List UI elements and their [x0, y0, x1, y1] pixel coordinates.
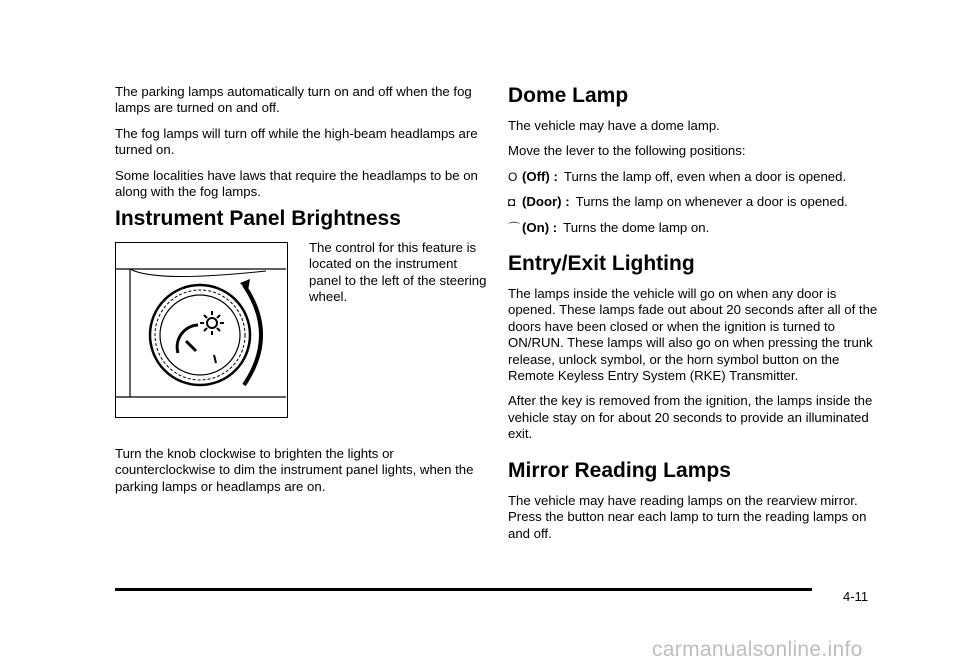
- dome-lamp-icon: ⌒: [508, 220, 521, 235]
- fog-lamps-paragraph: The fog lamps will turn off while the high-beam headlamps are turned on.: [115, 125, 478, 158]
- position-off-label: (Off) :: [522, 168, 558, 184]
- brightness-knob-illustration: [116, 243, 286, 416]
- footer-rule: [115, 588, 812, 591]
- circle-off-icon: O: [508, 169, 518, 184]
- instrument-panel-brightness-heading: Instrument Panel Brightness: [115, 207, 401, 230]
- position-door-label: (Door) :: [522, 194, 570, 210]
- position-on-text: Turns the dome lamp on.: [563, 219, 710, 235]
- left-column: [115, 84, 485, 209]
- page-number: 4-11: [843, 589, 869, 604]
- dome-lamp-paragraph: The vehicle may have a dome lamp.: [508, 118, 720, 133]
- mirror-reading-lamps-heading: Mirror Reading Lamps: [508, 458, 731, 482]
- position-off: [508, 169, 883, 185]
- entry-exit-paragraph-2: After the key is removed from the ignition, the lamps inside the vehicle stay on for about 20 seconds to provide an illuminated exit.: [508, 393, 873, 442]
- lever-positions-paragraph: Move the lever to the following positions:: [508, 143, 746, 159]
- position-off-text: Turns the lamp off, even when a door is opened.: [563, 168, 847, 184]
- entry-exit-paragraph-1: The lamps inside the vehicle will go on when any door is opened. These lamps fade out about 20 seconds after all of the doors have been closed or when the ignition is turned to ON/RUN. These lamps will also go on when pressing the trunk release, unlock symbol, or the horn symbol button on the Remote Keyless Entry System (RKE) Transmitter.: [508, 286, 878, 384]
- entry-exit-lighting-heading: Entry/Exit Lighting: [508, 252, 695, 276]
- right-column: [508, 84, 883, 551]
- brightness-knob-figure: [115, 242, 288, 418]
- localities-paragraph: Some localities have laws that require the headlamps to be on along with the fog lamps.: [115, 167, 478, 200]
- position-door-text: Turns the lamp on whenever a door is opened.: [575, 194, 848, 210]
- position-door: [508, 194, 883, 210]
- dome-lamp-heading: Dome Lamp: [508, 84, 629, 107]
- watermark: carmanualsonline.info: [652, 638, 863, 661]
- mirror-reading-paragraph: The vehicle may have reading lamps on the rearview mirror. Press the button near each lamp to turn the reading lamps on and off.: [508, 492, 867, 541]
- position-on: [508, 220, 883, 236]
- turn-knob-paragraph: Turn the knob clockwise to brighten the lights or counterclockwise to dim the instrument panel lights, when the parking lamps or headlamps are on.: [115, 446, 474, 494]
- figure-caption: The control for this feature is located on the instrument panel to the left of the steering wheel.: [309, 240, 487, 305]
- parking-lamps-paragraph: The parking lamps automatically turn on and off when the fog lamps are turned on and off.: [115, 84, 472, 116]
- door-icon: ◘: [508, 195, 516, 210]
- position-on-label: (On) :: [522, 219, 558, 235]
